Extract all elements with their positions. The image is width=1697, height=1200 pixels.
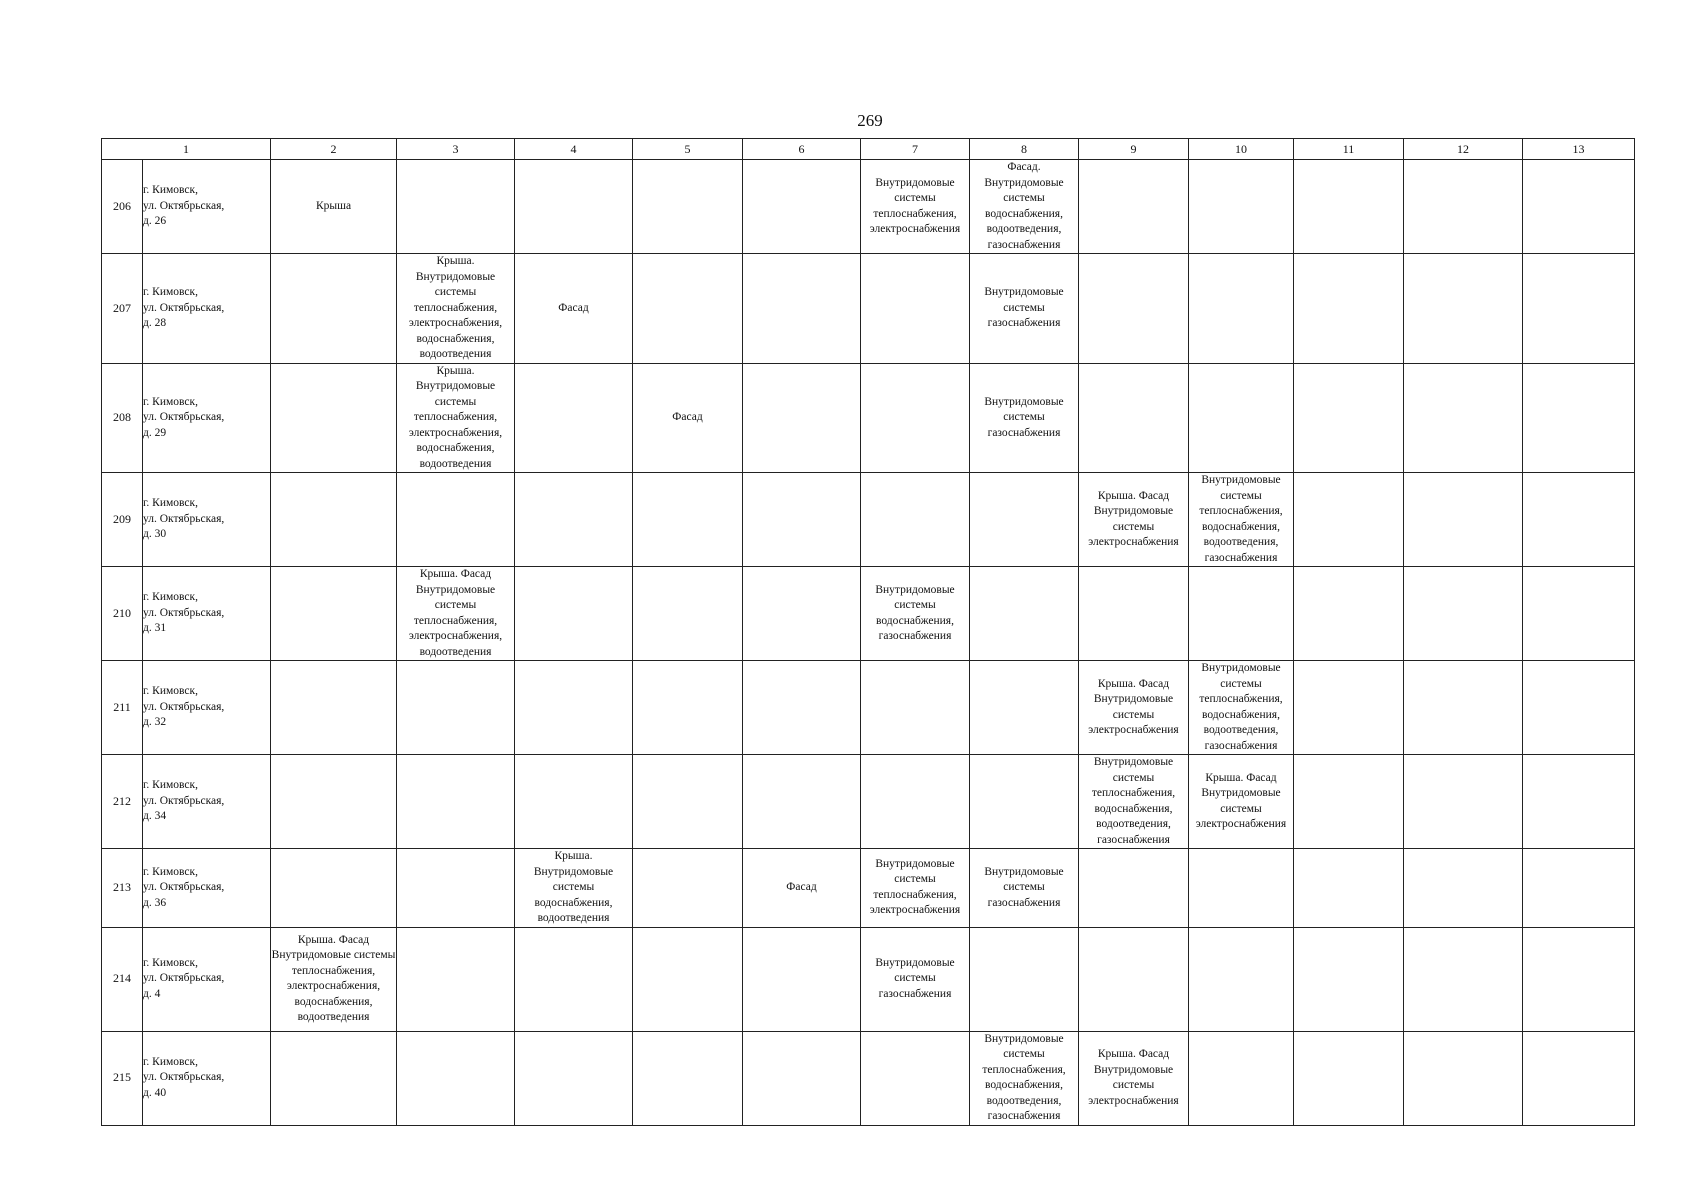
work-description: Фасад. Внутридомовые системы водоснабжения, водоотведения, газоснабжения: [984, 161, 1064, 251]
work-cell: [1404, 363, 1523, 473]
work-cell: [970, 254, 1079, 364]
row-number: 213: [102, 849, 143, 928]
address-line: д. 40: [143, 1086, 167, 1099]
work-cell: [1079, 849, 1189, 928]
work-cell: [397, 160, 515, 254]
column-header: 4: [515, 139, 633, 160]
work-description: Внутридомовые системы теплоснабжения, водоснабжения, водоотведения, газоснабжения: [1199, 474, 1283, 564]
address-cell: [143, 473, 271, 567]
work-description: Крыша. Фасад Внутридомовые системы электроснабжения: [1195, 771, 1287, 830]
row-number: 206: [102, 160, 143, 254]
work-cell: [1404, 473, 1523, 567]
work-description: Крыша. Внутридомовые системы водоснабжения, водоотведения: [533, 850, 614, 924]
work-cell: [1523, 755, 1635, 849]
work-cell: [970, 473, 1079, 567]
column-header: 11: [1294, 139, 1404, 160]
work-cell: [1523, 1031, 1635, 1125]
work-cell: [861, 254, 970, 364]
column-header: 13: [1523, 139, 1635, 160]
work-cell: [397, 254, 515, 364]
work-cell: [1294, 473, 1404, 567]
column-header: 7: [861, 139, 970, 160]
work-description: Фасад: [672, 411, 703, 423]
work-cell: [1189, 927, 1294, 1031]
work-cell: [861, 927, 970, 1031]
work-cell: [1404, 927, 1523, 1031]
table-row: [102, 661, 1635, 755]
address-line: д. 32: [143, 716, 167, 729]
work-cell: [1523, 160, 1635, 254]
address-line: г. Кимовск,: [143, 286, 198, 298]
work-cell: [397, 473, 515, 567]
work-cell: [1294, 1031, 1404, 1125]
work-description: Крыша. Внутридомовые системы теплоснабжения, электроснабжения, водоснабжения, водоотведения: [408, 255, 503, 360]
address-line: ул. Октябрьская,: [143, 301, 225, 314]
address-line: г. Кимовск,: [143, 685, 198, 698]
work-cell: [861, 160, 970, 254]
work-cell: [271, 160, 397, 254]
row-number: 212: [102, 755, 143, 849]
work-description: Внутридомовые системы теплоснабжения, водоснабжения, водоотведения, газоснабжения: [982, 1032, 1066, 1122]
work-cell: [970, 755, 1079, 849]
work-cell: [1294, 567, 1404, 661]
work-description: Фасад: [786, 881, 817, 893]
work-cell: [1189, 473, 1294, 567]
work-cell: [633, 755, 743, 849]
work-cell: [970, 849, 1079, 928]
address-line: д. 29: [143, 426, 167, 439]
work-cell: [1404, 661, 1523, 755]
table-row: [102, 567, 1635, 661]
address-line: д. 4: [143, 987, 161, 1000]
column-header: 10: [1189, 139, 1294, 160]
work-cell: [271, 473, 397, 567]
address-line: ул. Октябрьская,: [143, 881, 225, 893]
table-row: [102, 1031, 1635, 1125]
table-row: [102, 927, 1635, 1031]
address-cell: [143, 849, 271, 928]
work-cell: [633, 160, 743, 254]
row-number: 207: [102, 254, 143, 364]
table-row: [102, 363, 1635, 473]
work-cell: [1294, 254, 1404, 364]
work-cell: [633, 1031, 743, 1125]
work-cell: [743, 363, 861, 473]
column-header: 6: [743, 139, 861, 160]
address-line: д. 26: [143, 215, 167, 228]
work-cell: [861, 567, 970, 661]
work-cell: [1523, 849, 1635, 928]
address-line: г. Кимовск,: [143, 1055, 198, 1068]
work-cell: [1079, 755, 1189, 849]
address-line: ул. Октябрьская,: [143, 794, 225, 807]
address-line: д. 31: [143, 622, 167, 635]
work-cell: [633, 473, 743, 567]
work-description: Внутридомовые системы газоснабжения: [984, 865, 1064, 909]
work-cell: [515, 1031, 633, 1125]
work-cell: [515, 927, 633, 1031]
address-line: ул. Октябрьская,: [143, 411, 225, 423]
work-cell: [743, 1031, 861, 1125]
work-cell: [397, 1031, 515, 1125]
work-cell: [970, 661, 1079, 755]
work-cell: [397, 927, 515, 1031]
column-header: 5: [633, 139, 743, 160]
work-cell: [633, 363, 743, 473]
work-cell: [1523, 567, 1635, 661]
work-cell: [633, 927, 743, 1031]
work-description: Внутридомовые системы теплоснабжения, водоснабжения, водоотведения, газоснабжения: [1199, 662, 1283, 752]
work-description: Крыша. Фасад Внутридомовые системы теплоснабжения, электроснабжения, водоснабжения, водоотведения: [271, 933, 396, 1023]
work-cell: [861, 1031, 970, 1125]
work-cell: [271, 254, 397, 364]
address-line: г. Кимовск,: [143, 184, 198, 197]
work-cell: [633, 661, 743, 755]
column-header: 9: [1079, 139, 1189, 160]
work-cell: [970, 927, 1079, 1031]
row-number: 215: [102, 1031, 143, 1125]
work-description: Крыша. Фасад Внутридомовые системы электроснабжения: [1088, 1048, 1179, 1107]
work-cell: [861, 755, 970, 849]
work-cell: [271, 1031, 397, 1125]
row-number: 214: [102, 927, 143, 1031]
work-cell: [1294, 363, 1404, 473]
work-cell: [1404, 567, 1523, 661]
work-cell: [1079, 160, 1189, 254]
work-cell: [1404, 755, 1523, 849]
address-line: г. Кимовск,: [143, 395, 198, 408]
address-line: д. 36: [143, 896, 167, 909]
work-cell: [1294, 160, 1404, 254]
work-cell: [1079, 567, 1189, 661]
work-cell: [515, 254, 633, 364]
work-cell: [515, 363, 633, 473]
address-cell: [143, 755, 271, 849]
address-line: г. Кимовск,: [143, 865, 198, 878]
address-line: д. 30: [143, 528, 167, 541]
work-cell: [515, 849, 633, 928]
work-description: Внутридомовые системы газоснабжения: [984, 395, 1064, 439]
work-cell: [861, 473, 970, 567]
work-cell: [861, 363, 970, 473]
address-cell: [143, 363, 271, 473]
column-header: 12: [1404, 139, 1523, 160]
table-row: [102, 254, 1635, 364]
work-cell: [1079, 661, 1189, 755]
address-line: ул. Октябрьская,: [143, 972, 225, 985]
address-line: д. 34: [143, 810, 167, 823]
column-header: 3: [397, 139, 515, 160]
work-cell: [743, 160, 861, 254]
work-cell: [970, 363, 1079, 473]
work-description: Внутридомовые системы теплоснабжения, электроснабжения: [869, 176, 961, 235]
column-header: 2: [271, 139, 397, 160]
work-cell: [633, 567, 743, 661]
work-cell: [743, 567, 861, 661]
work-cell: [970, 160, 1079, 254]
column-header: 1: [102, 139, 271, 160]
address-line: д. 28: [143, 317, 167, 329]
address-cell: [143, 254, 271, 364]
work-cell: [397, 363, 515, 473]
address-line: г. Кимовск,: [143, 779, 198, 792]
address-cell: [143, 160, 271, 254]
work-cell: [633, 254, 743, 364]
address-line: г. Кимовск,: [143, 497, 198, 510]
work-cell: [1294, 661, 1404, 755]
header-row: [102, 139, 1635, 160]
work-cell: [743, 661, 861, 755]
work-cell: [515, 661, 633, 755]
address-cell: [143, 1031, 271, 1125]
address-line: г. Кимовск,: [143, 956, 198, 969]
column-header: 8: [970, 139, 1079, 160]
work-description: Крыша. Фасад Внутридомовые системы электроснабжения: [1088, 489, 1179, 548]
address-line: ул. Октябрьская,: [143, 700, 225, 713]
work-cell: [1294, 927, 1404, 1031]
work-description: Внутридомовые системы водоснабжения, газоснабжения: [875, 583, 955, 642]
repair-schedule-table: [101, 138, 1635, 1126]
work-cell: [1189, 254, 1294, 364]
address-cell: [143, 927, 271, 1031]
work-cell: [515, 567, 633, 661]
work-description: Крыша. Фасад Внутридомовые системы электроснабжения: [1088, 677, 1179, 736]
work-cell: [397, 661, 515, 755]
work-cell: [397, 755, 515, 849]
work-cell: [970, 567, 1079, 661]
work-cell: [1079, 254, 1189, 364]
work-cell: [271, 927, 397, 1031]
work-cell: [1404, 849, 1523, 928]
address-line: г. Кимовск,: [143, 591, 198, 604]
work-cell: [397, 567, 515, 661]
work-cell: [271, 755, 397, 849]
work-cell: [1189, 160, 1294, 254]
work-description: Внутридомовые системы газоснабжения: [875, 956, 955, 1000]
table-row: [102, 755, 1635, 849]
work-cell: [1189, 755, 1294, 849]
work-cell: [1079, 363, 1189, 473]
address-line: ул. Октябрьская,: [143, 606, 225, 619]
work-cell: [861, 661, 970, 755]
page-number: 269: [857, 111, 883, 130]
work-cell: [1523, 363, 1635, 473]
work-description: Крыша. Внутридомовые системы теплоснабжения, электроснабжения, водоснабжения, водоотведения: [408, 364, 503, 470]
work-description: Внутридомовые системы газоснабжения: [984, 286, 1064, 329]
row-number: 208: [102, 363, 143, 473]
work-cell: [1189, 849, 1294, 928]
work-cell: [515, 160, 633, 254]
work-cell: [1189, 661, 1294, 755]
work-cell: [515, 473, 633, 567]
row-number: 210: [102, 567, 143, 661]
work-cell: [515, 755, 633, 849]
work-cell: [1079, 473, 1189, 567]
row-number: 209: [102, 473, 143, 567]
work-cell: [1523, 254, 1635, 364]
work-cell: [743, 849, 861, 928]
work-cell: [1189, 567, 1294, 661]
address-line: ул. Октябрьская,: [143, 1071, 225, 1084]
work-cell: [1404, 1031, 1523, 1125]
work-cell: [271, 363, 397, 473]
work-cell: [743, 927, 861, 1031]
work-cell: [1189, 1031, 1294, 1125]
work-cell: [271, 567, 397, 661]
work-cell: [1523, 661, 1635, 755]
work-cell: [970, 1031, 1079, 1125]
row-number: 211: [102, 661, 143, 755]
work-cell: [1079, 1031, 1189, 1125]
work-cell: [271, 849, 397, 928]
work-cell: [861, 849, 970, 928]
address-line: ул. Октябрьская,: [143, 199, 225, 212]
work-cell: [1189, 363, 1294, 473]
work-cell: [397, 849, 515, 928]
work-cell: [1523, 927, 1635, 1031]
work-cell: [743, 473, 861, 567]
table-row: [102, 849, 1635, 928]
address-line: ул. Октябрьская,: [143, 512, 225, 525]
work-cell: [743, 755, 861, 849]
table-row: [102, 160, 1635, 254]
work-cell: [1294, 755, 1404, 849]
work-cell: [1294, 849, 1404, 928]
work-description: Крыша: [315, 199, 352, 212]
work-cell: [1523, 473, 1635, 567]
work-description: Внутридомовые системы теплоснабжения, электроснабжения: [869, 857, 961, 917]
address-cell: [143, 661, 271, 755]
work-description: Внутридомовые системы теплоснабжения, водоснабжения, водоотведения, газоснабжения: [1091, 756, 1176, 846]
work-cell: [1404, 160, 1523, 254]
work-cell: [1079, 927, 1189, 1031]
work-cell: [1404, 254, 1523, 364]
work-cell: [743, 254, 861, 364]
work-cell: [271, 661, 397, 755]
work-cell: [633, 849, 743, 928]
work-description: Фасад: [558, 301, 589, 314]
work-description: Крыша. Фасад Внутридомовые системы теплоснабжения, электроснабжения, водоотведения: [408, 568, 503, 658]
address-cell: [143, 567, 271, 661]
table-row: [102, 473, 1635, 567]
